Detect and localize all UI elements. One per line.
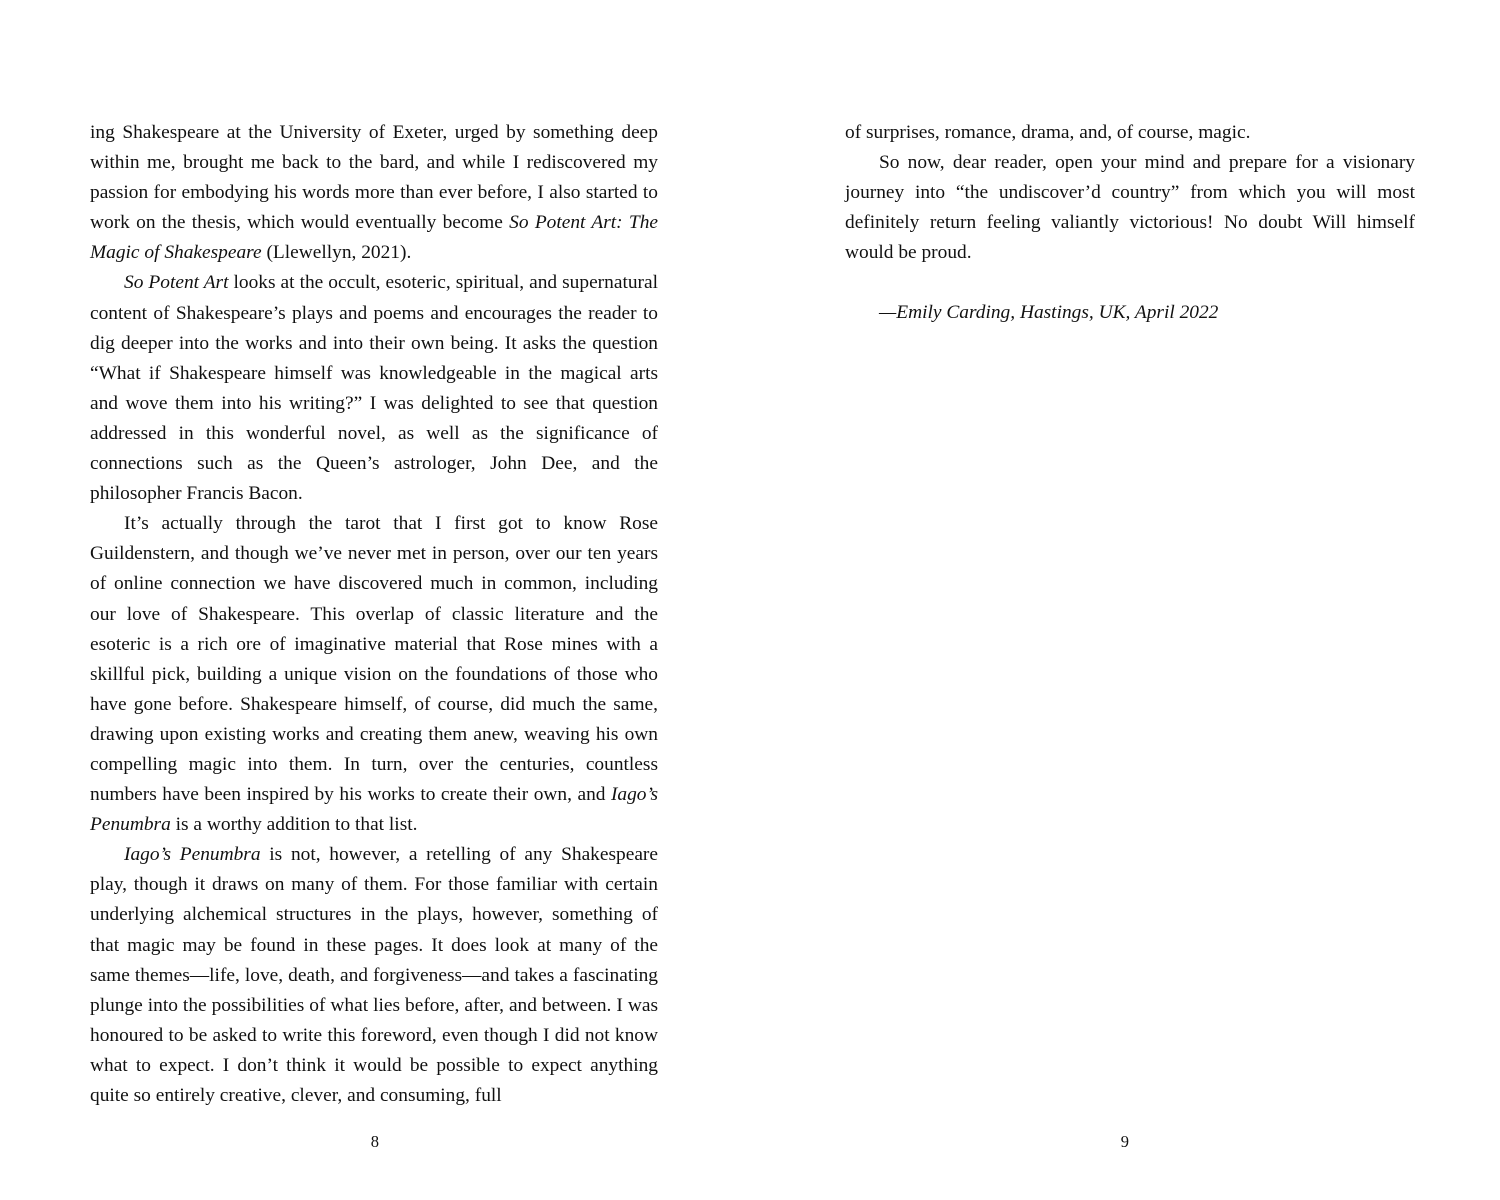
page-number: 8 bbox=[370, 1132, 380, 1151]
page-right bbox=[750, 0, 1500, 1200]
right-text-column bbox=[845, 118, 1415, 329]
text-run-italic: Iago’s Penumbra bbox=[124, 844, 261, 866]
text-run-italic: Iago’s Penumbra bbox=[90, 784, 658, 836]
text-run: looks at the occult, esoteric, spiritual, and supernatural content of Shakespeare’s plays and poems and encourages the reader to dig deeper into the works and into their own being. It asks the question “What if Shakespeare himself was knowledgeable in the magical arts and wove them into his writing?” I was delighted to see that question addressed in this wonderful novel, as well as the significance of connections such as the Queen’s astrologer, John Dee, and the philosopher Francis Bacon. bbox=[90, 272, 658, 505]
text-run: is a worthy addition to that list. bbox=[170, 814, 418, 836]
text-run: (Llewellyn, 2021). bbox=[261, 242, 412, 264]
paragraph bbox=[845, 118, 1415, 148]
paragraph bbox=[90, 118, 658, 268]
text-run: of surprises, romance, drama, and, of course, magic. bbox=[845, 122, 1251, 143]
text-run: It’s actually through the tarot that I first got to know Rose Guildenstern, and though we’ve never met in person, over our ten years of online connection we have discovered much in common, including our love of Shakespeare. This overlap of classic literature and the esoteric is a rich ore of imaginative material that Rose mines with a skillful pick, building a unique vision on the foundations of those who have gone before. Shakespeare himself, of course, did much the same, drawing upon existing works and creating them anew, weaving his own compelling magic into them. In turn, over the centuries, countless numbers have been inspired by his works to create their own, and bbox=[90, 513, 658, 806]
paragraph bbox=[845, 148, 1415, 268]
text-run-italic: So Potent Art: The Magic of Shakespeare bbox=[90, 212, 658, 264]
text-run-italic: So Potent Art bbox=[124, 272, 229, 294]
text-run: ing Shakespeare at the University of Exeter, urged by something deep within me, brought me back to the bard, and while I rediscovered my passion for embodying his words more than ever before, I also started to work on the thesis, which would eventually become bbox=[90, 122, 658, 234]
page-number: 9 bbox=[1120, 1132, 1130, 1151]
paragraph bbox=[90, 509, 658, 840]
left-text-column bbox=[90, 118, 658, 1111]
paragraph bbox=[90, 268, 658, 509]
text-run: is not, however, a retelling of any Shakespeare play, though it draws on many of them. For those familiar with certain underlying alchemical structures in the plays, however, something of that magic may be found in these pages. It does look at many of the same themes—life, love, death, and forgiveness—and takes a fascinating plunge into the possibilities of what lies before, after, and between. I was honoured to be asked to write this foreword, even though I did not know what to expect. I don’t think it would be possible to expect anything quite so entirely creative, clever, and consuming, full bbox=[90, 844, 658, 1106]
paragraph bbox=[90, 840, 658, 1111]
text-run: So now, dear reader, open your mind and prepare for a visionary journey into “the undiscover’d country” from which you will most definitely return feeling valiantly victorious! No doubt Will himself would be proud. bbox=[845, 152, 1415, 264]
author-signature: —Emily Carding, Hastings, UK, April 2022 bbox=[879, 302, 1219, 324]
